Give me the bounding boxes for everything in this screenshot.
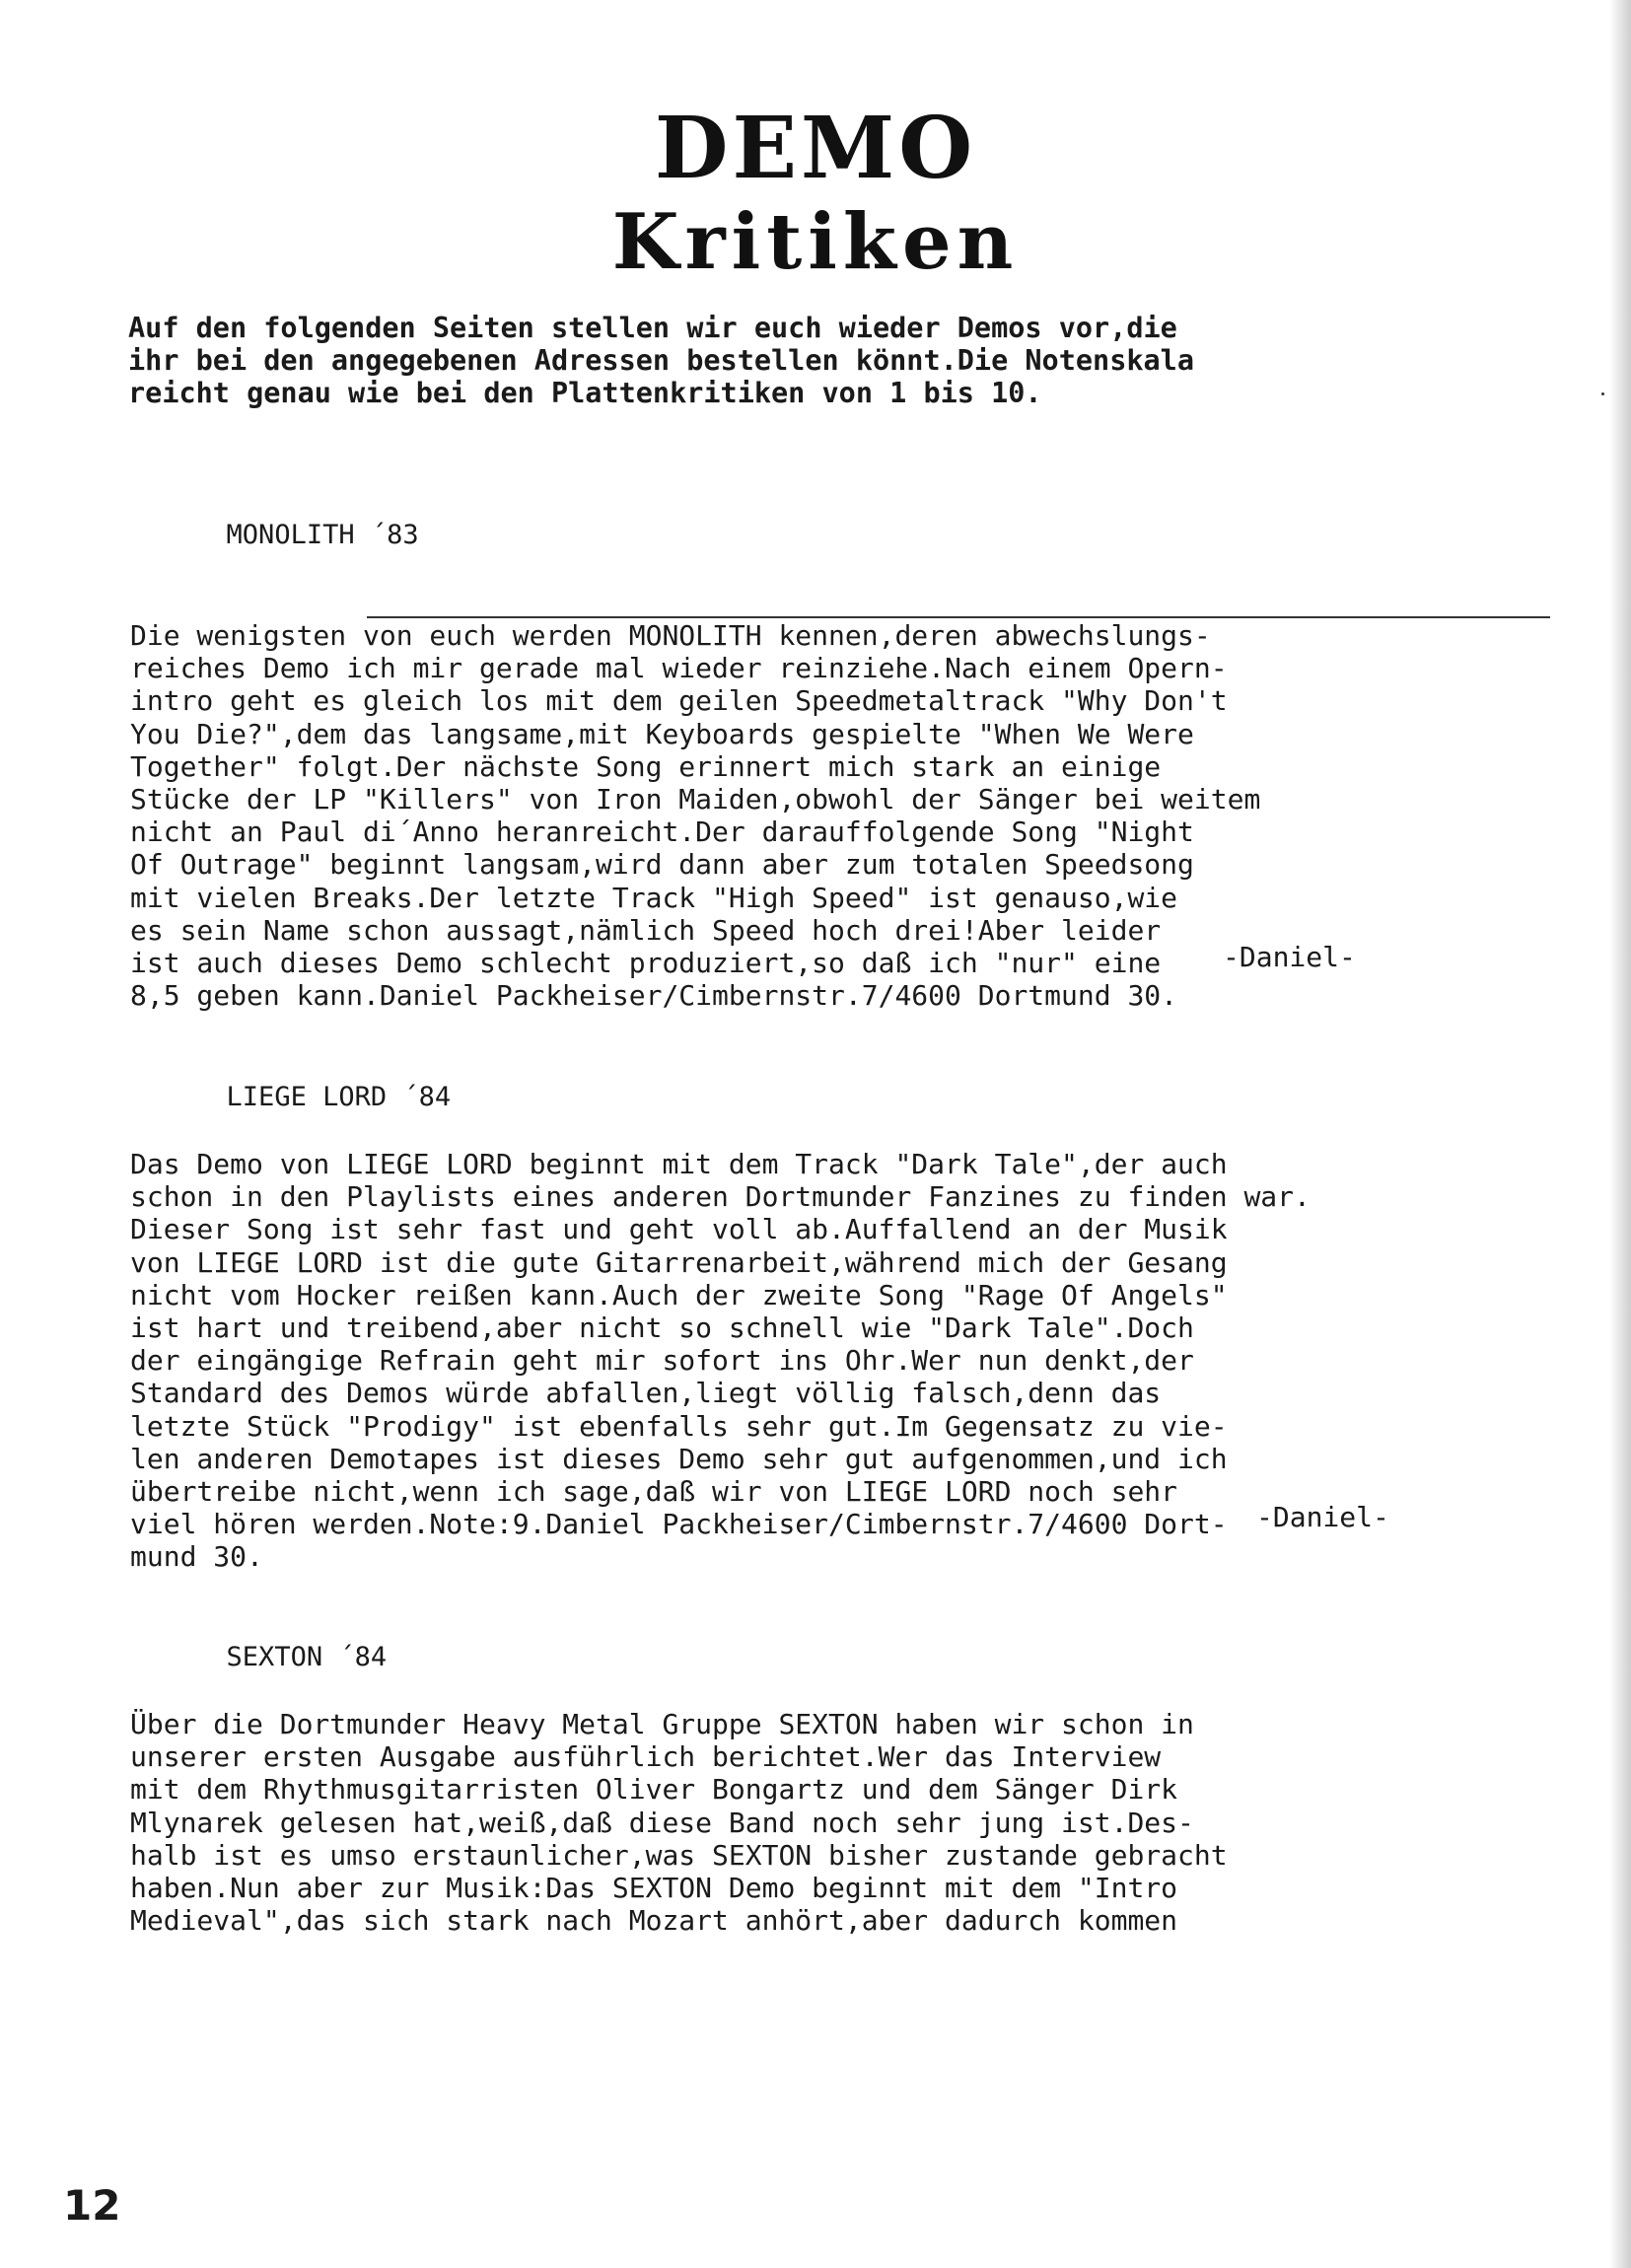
heading-rule	[367, 616, 1550, 618]
review-heading	[130, 485, 1491, 619]
page-title-line2: Kritiken	[611, 197, 1020, 287]
review-heading	[130, 1607, 1491, 1708]
page-number: 12	[63, 2181, 121, 2230]
review-body: Das Demo von LIEGE LORD beginnt mit dem Track "Dark Tale",der auch schon in den Playlists eines anderen Dortmunder Fanzines zu finden war. Dieser Song ist sehr fast und geht voll ab.Auffallend an der Musik von LIEGE LORD ist die gute Gitarrenarbeit,während mich der Gesang nicht vom Hocker reißen kann.Auch der zweite Song "Rage Of Angels" ist hart und treibend,aber nicht so schnell wie "Dark Tale".Doch der eingängige Refrain geht mir sofort ins Ohr.Wer nun denkt,der Standard des Demos würde abfallen,liegt völlig falsch,denn das letzte Stück "Prodigy" ist ebenfalls sehr gut.Im Gegensatz zu vie- len anderen Demotapes ist dieses Demo sehr gut aufgenommen,und ich übertreibe nicht,wenn ich sage,daß wir von LIEGE LORD noch sehr viel hören werden.Note:9.Daniel Packheiser/Cimbernstr.7/4600 Dort- mund 30.	[130, 1148, 1311, 1574]
review-body: Die wenigsten von euch werden MONOLITH kennen,deren abwechslungs- reiches Demo ich mir gerade mal wieder reinziehe.Nach einem Opern- intro geht es gleich los mit dem geilen Speedmetaltrack "Why Don't You Die?",dem das langsame,mit Keyboards gespielte "When We Were Together" folgt.Der nächste Song erinnert mich stark an einige Stücke der LP "Killers" von Iron Maiden,obwohl der Sänger bei weitem nicht an Paul di´Anno heranreicht.Der darauffolgende Song "Night Of Outrage" beginnt langsam,wird dann aber zum totalen Speedsong mit vielen Breaks.Der letzte Track "High Speed" ist genauso,wie es sein Name schon aussagt,nämlich Speed hoch drei!Aber leider ist auch dieses Demo schlecht produziert,so daß ich "nur" eine 8,5 geben kann.Daniel Packheiser/Cimbernstr.7/4600 Dortmund 30.	[130, 619, 1261, 1013]
review-signature: -Daniel-	[1256, 1501, 1389, 1533]
review-heading-text: MONOLITH ´83	[226, 520, 419, 550]
page-edge-shadow	[1609, 0, 1631, 2268]
page-title-line1: DEMO	[654, 99, 977, 198]
review-signature: -Daniel-	[1223, 941, 1356, 973]
review-heading-text: LIEGE LORD ´84	[226, 1082, 452, 1112]
review-sexton	[130, 1607, 1491, 1937]
review-monolith	[130, 485, 1491, 1012]
intro-paragraph: Auf den folgenden Seiten stellen wir euch wieder Demos vor,die ihr bei den angegebenen Adressen bestellen könnt.Die Notenskala reicht genau wie bei den Plattenkritiken von 1 bis 10.	[128, 312, 1194, 409]
review-heading	[130, 1047, 1491, 1148]
review-liege-lord	[130, 1047, 1491, 1574]
review-body: Über die Dortmunder Heavy Metal Gruppe SEXTON haben wir schon in unserer ersten Ausgabe ausführlich berichtet.Wer das Interview mit dem Rhythmusgitarristen Oliver Bongartz und dem Sänger Dirk Mlynarek gelesen hat,weiß,daß diese Band noch sehr jung ist.Des- halb ist es umso erstaunlicher,was SEXTON bisher zustande gebracht haben.Nun aber zur Musik:Das SEXTON Demo beginnt mit dem "Intro Medieval",das sich stark nach Mozart anhört,aber dadurch kommen	[130, 1708, 1228, 1938]
review-heading-text: SEXTON ´84	[226, 1642, 388, 1672]
margin-mark	[1601, 392, 1604, 395]
